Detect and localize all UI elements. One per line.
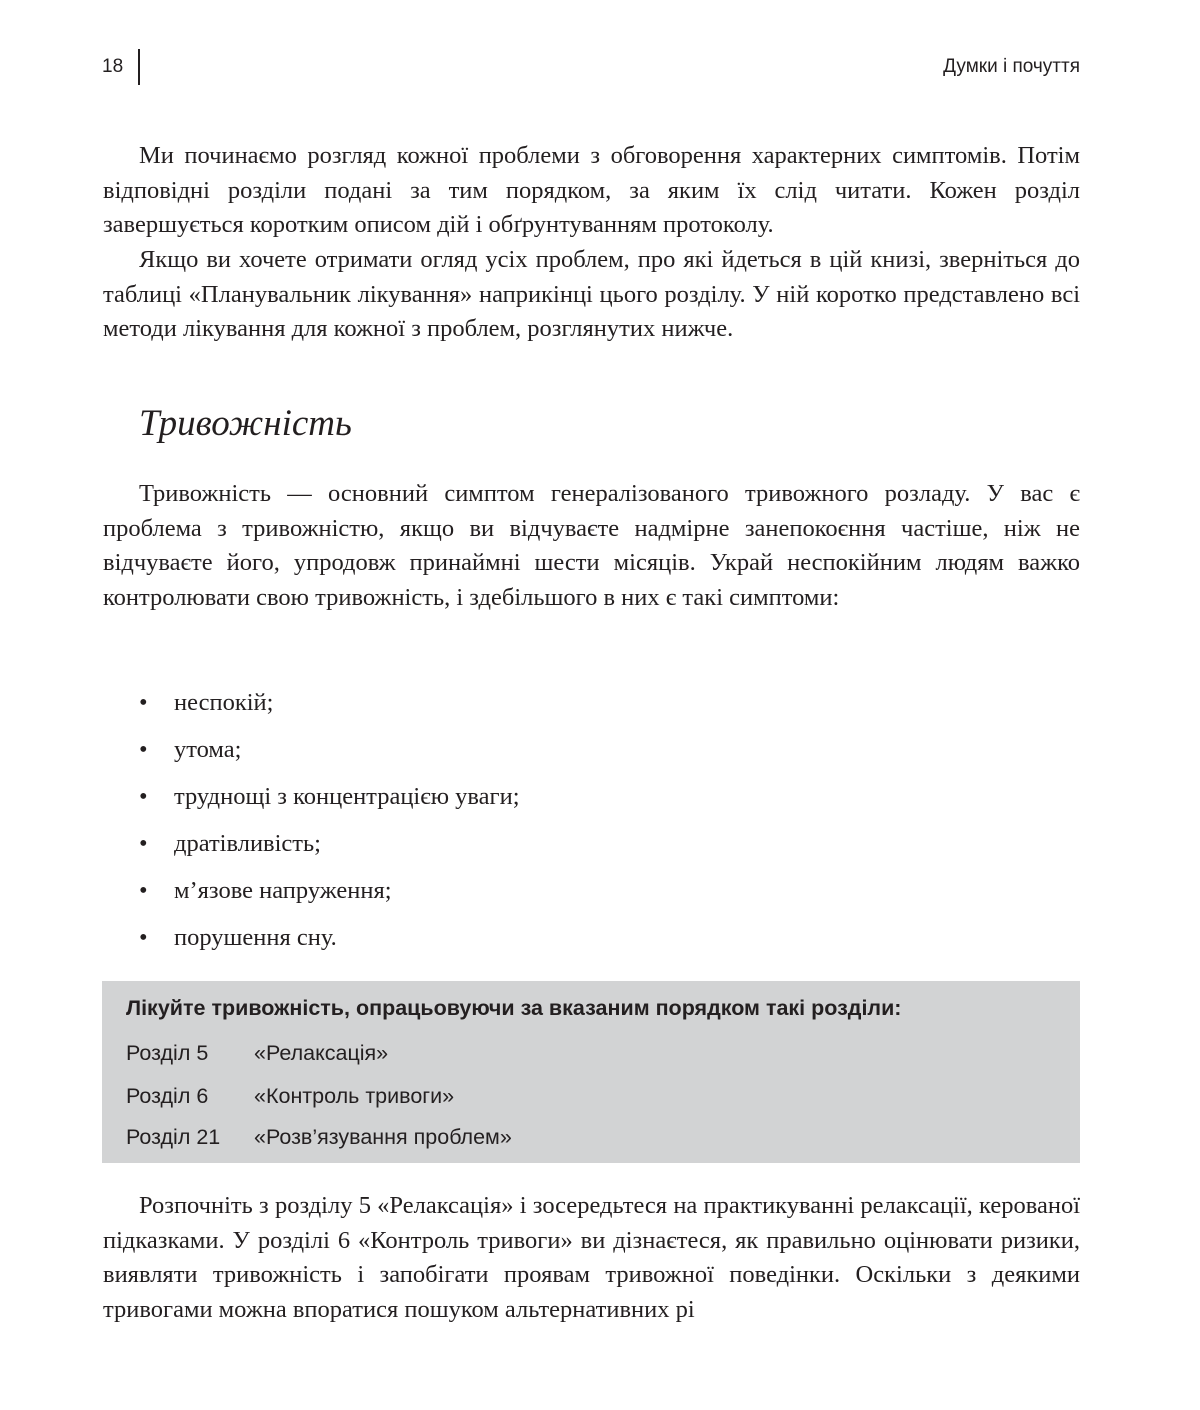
section-paragraph: Тривожність — основний симптом генералізованого тривожного розладу. У вас є проблема з тривожністю, якщо ви відчуваєте надмірне занепокоєння частіше, ніж не відчуваєте його, упродовж принаймні шести місяців. Украй неспокійним людям важко контролювати свою тривожність, і здебільшого в них є такі симптоми: <box>103 480 1080 611</box>
chapter-title: «Розв’язування проблем» <box>254 1125 512 1149</box>
symptom-text: неспокій; <box>174 689 274 716</box>
symptom-text: м’язове напруження; <box>174 877 392 904</box>
chapter-title: «Релаксація» <box>254 1041 389 1065</box>
treatment-plan-box <box>102 981 1080 1163</box>
bullet-icon: • <box>139 830 148 857</box>
section-heading: Тривожність <box>139 403 352 444</box>
running-title: Думки і почуття <box>943 56 1080 77</box>
bullet-icon: • <box>139 783 148 810</box>
bullet-icon: • <box>139 689 148 716</box>
bullet-icon: • <box>139 877 148 904</box>
symptom-text: утома; <box>174 736 242 763</box>
chapter-number: Розділ 21 <box>126 1125 221 1149</box>
symptom-text: порушення сну. <box>174 924 337 951</box>
chapter-number: Розділ 5 <box>126 1041 209 1065</box>
bullet-icon: • <box>139 924 148 951</box>
list-item <box>139 827 520 874</box>
list-item <box>139 780 520 827</box>
bullet-icon: • <box>139 736 148 763</box>
intro-paragraph-2: Якщо ви хочете отримати огляд усіх проблем, про які йдеться в цій книзі, зверніться до таблиці «Планувальник лікування» наприкінці цього розділу. У ній коротко представлено всі методи лікування для кожної з проблем, розглянутих нижче. <box>103 246 1080 342</box>
chapter-number: Розділ 6 <box>126 1084 209 1108</box>
treatment-box-heading: Лікуйте тривожність, опрацьовуючи за вказаним порядком такі розділи: <box>126 996 902 1020</box>
chapter-title: «Контроль тривоги» <box>254 1084 455 1108</box>
chapter-row <box>126 1082 454 1110</box>
chapter-row <box>126 1123 512 1151</box>
symptom-text: дратівливість; <box>174 830 321 857</box>
intro-paragraph-1: Ми починаємо розгляд кожної проблеми з обговорення характерних симптомів. Потім відповідні розділи подані за тим порядком, за яким їх слід читати. Кожен розділ завершується коротким описом дій і обґрунтуванням протоколу. <box>103 142 1080 238</box>
list-item <box>139 686 520 733</box>
symptom-text: труднощі з концентрацією уваги; <box>174 783 520 810</box>
closing-paragraph: Розпочніть з розділу 5 «Релаксація» і зосередьтеся на практикуванні релаксації, керованої підказками. У розділі 6 «Контроль тривоги» ви дізнаєтеся, як правильно оцінювати ризики, виявляти тривожність і запобігати проявам тривожної поведінки. Оскільки з деякими тривогами можна впоратися пошуком альтернативних рі <box>103 1192 1080 1323</box>
list-item <box>139 733 520 780</box>
list-item <box>139 921 520 968</box>
symptom-list <box>139 686 520 968</box>
list-item <box>139 874 520 921</box>
chapter-row <box>126 1039 388 1067</box>
page-number: 18 <box>102 56 124 77</box>
header-divider <box>138 49 140 85</box>
